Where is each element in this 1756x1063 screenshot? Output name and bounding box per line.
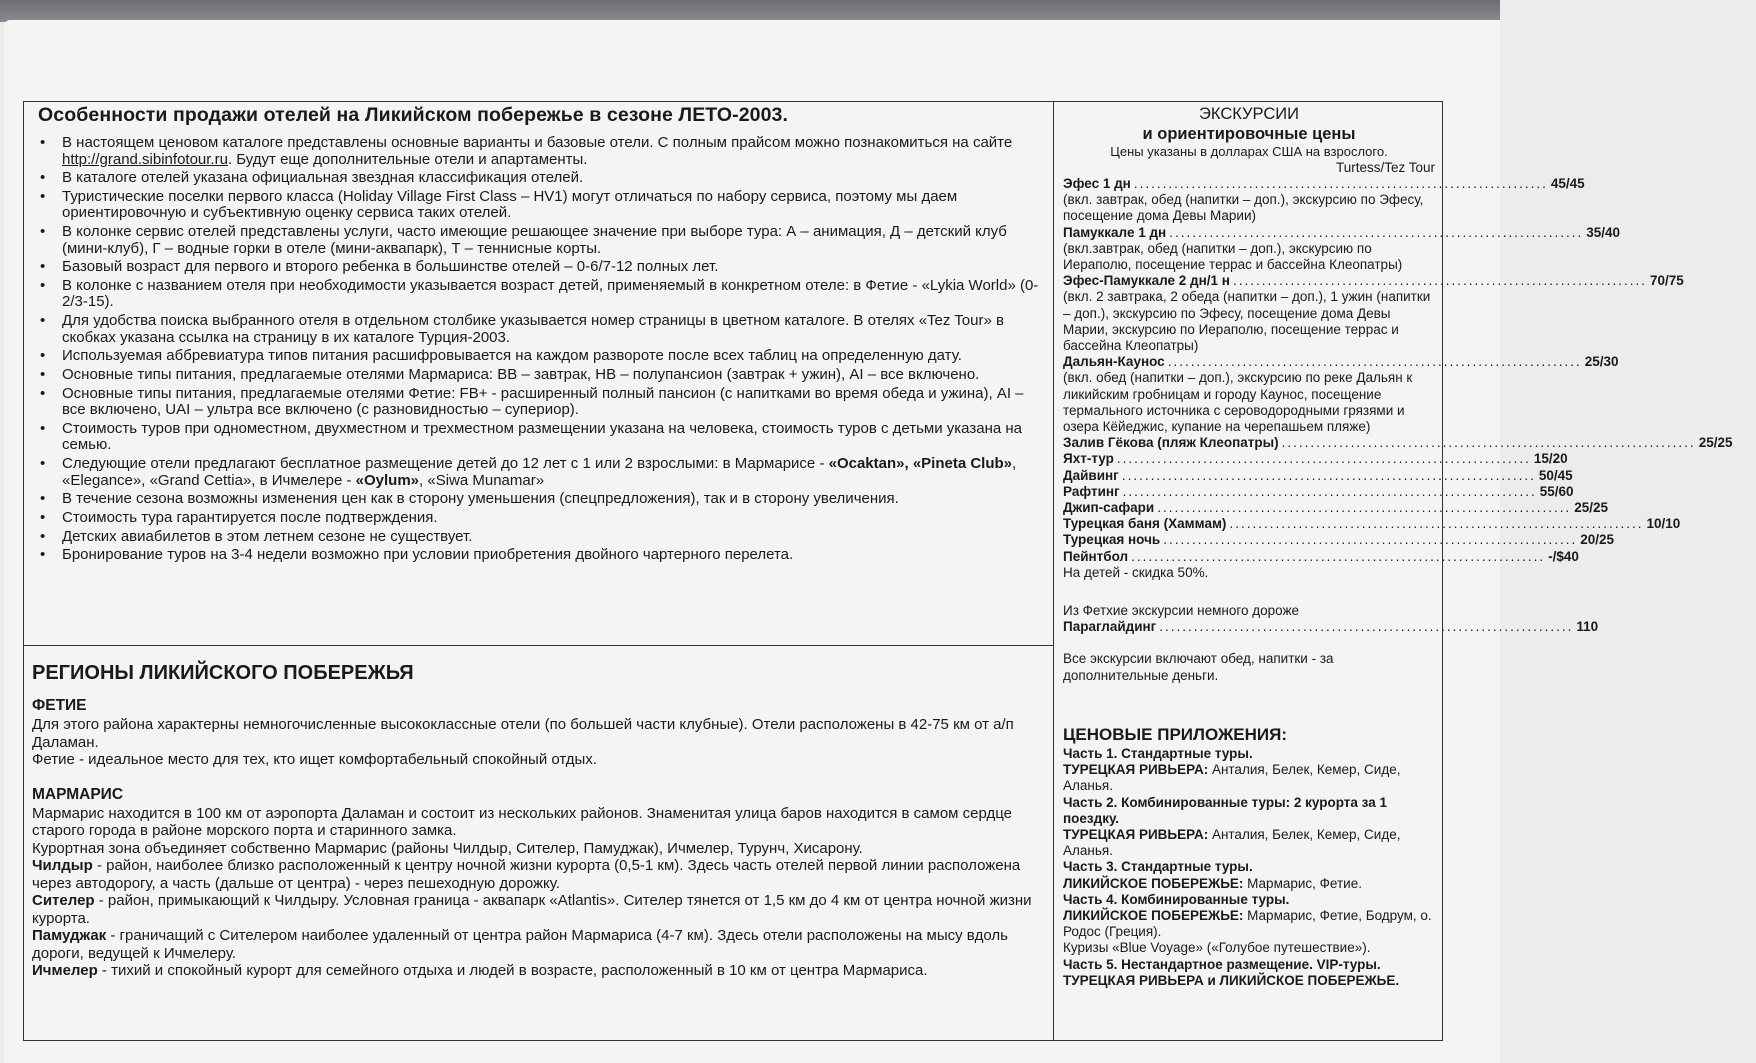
pricing-line	[1063, 746, 1435, 762]
excursion-row	[1063, 176, 1585, 192]
pricing-line	[1063, 827, 1435, 859]
pricing-line	[1063, 892, 1435, 908]
note-text: В колонке сервис отелей представлены услуги, часто имеющие решающее значение при выборе тура: А – анимация, Д – детский клуб (мини-клуб), Г – водные горки в отеле (мини-аквапарк), Т – теннисные корты.	[62, 223, 1007, 257]
excursion-row	[1063, 500, 1609, 516]
excursion-description: (вкл. 2 завтрака, 2 обеда (напитки – доп.), 1 ужин (напитки – доп.), экскурсию по Эфесу, посещение дома Девы Марии, экскурсию по Иераполю, посещение террас и бассейна Клеопатры)	[1063, 289, 1431, 354]
note-item	[38, 367, 1048, 384]
leader-dots: ........................................................................	[1133, 176, 1548, 191]
pricing-line	[1063, 859, 1435, 875]
note-text: В колонке с названием отеля при необходимости указывается возраст детей, применяемый в конкретном отеле: в Фетие - «Lykia World» (0-2/3-15).	[62, 276, 1039, 311]
excursion-name: Параглайдинг	[1063, 619, 1157, 635]
excursion-name: Эфес 1 дн	[1063, 176, 1131, 191]
excursion-price: 50/45	[1538, 467, 1573, 483]
excursion-row	[1063, 532, 1615, 548]
pricing-label: Часть 4. Комбинированные туры.	[1063, 891, 1290, 907]
excursions-title: ЭКСКУРСИИ	[1199, 105, 1299, 123]
hotel-names-bold: «Ocaktan», «Pineta Club»	[828, 455, 1013, 473]
icmeler-paragraph	[32, 962, 1047, 980]
page-title: Особенности продажи отелей на Ликийском побережье в сезоне ЛЕТО-2003.	[38, 104, 788, 126]
site-link: http://grand.sibinfotour.ru	[62, 150, 228, 168]
leader-dots: ........................................................................	[1122, 483, 1537, 499]
note-text: В каталоге отелей указана официальная звездная классификация отелей.	[62, 169, 584, 187]
fethiye-paragraph: Для этого района характерны немногочисленные высококлассные отели (по большей части клубные). Отели расположены в 42-75 км от а/п Даламан.	[32, 716, 1014, 751]
childyr-name: Чилдыр	[32, 857, 93, 874]
pricing-label: ТУРЕЦКАЯ РИВЬЕРА и ЛИКИЙСКОЕ ПОБЕРЕЖЬЕ.	[1063, 972, 1400, 988]
note-item	[38, 278, 1048, 311]
pricing-title: ЦЕНОВЫЕ ПРИЛОЖЕНИЯ:	[1063, 724, 1288, 744]
note-item	[38, 313, 1048, 346]
pricing-label: Часть 2. Комбинированные туры: 2 курорта за 1 поездку.	[1063, 794, 1387, 826]
note-item	[38, 224, 1048, 257]
pricing-text: Куризы «Blue Voyage» («Голубое путешествие»).	[1063, 940, 1371, 956]
leader-dots: ........................................................................	[1169, 224, 1584, 240]
excursion-name: Турецкая баня (Хаммам)	[1063, 516, 1227, 532]
excursion-price: 55/60	[1539, 483, 1574, 499]
leader-dots: ........................................................................	[1163, 532, 1578, 548]
note-item	[38, 421, 1048, 454]
excursion-row: Параглайдинг ........................................................................ 110	[1063, 619, 1435, 635]
excursion-name: Турецкая ночь	[1063, 532, 1161, 548]
excursion-name: Рафтинг	[1063, 483, 1120, 499]
sales-notes-section	[38, 104, 1048, 566]
childyr-paragraph	[32, 857, 1047, 892]
siteler-text: - район, примыкающий к Чилдыру. Условная граница - аквапарк «Atlantis». Сителер тянется от 1,5 км до 4 км от центра ночной жизни курорта.	[32, 892, 1032, 927]
leader-dots: ........................................................................	[1116, 451, 1531, 467]
excursion-row	[1063, 467, 1573, 484]
pricing-label: ТУРЕЦКАЯ РИВЬЕРА:	[1063, 762, 1209, 778]
leader-dots: ........................................................................	[1229, 516, 1644, 532]
excursion-name: Памуккале 1 дн	[1063, 224, 1167, 240]
excursion-name: Яхт-тур	[1063, 451, 1114, 467]
note-text: , «Siwa Munamar»	[419, 471, 545, 489]
note-text: Основные типы питания, предлагаемые отелями Фетие: FB+ - расширенный полный пансион (с напитками во время обеда и ужина), AI – все включено, UAI – ультра все включено (с разновидностью – супериор).	[62, 384, 1024, 419]
notes-list	[38, 135, 1048, 564]
note-text: Детских авиабилетов в этом летнем сезоне не существует.	[62, 527, 473, 545]
regions-section	[32, 662, 1047, 980]
excursion-price: 110	[1576, 619, 1599, 635]
excursion-price: 25/30	[1584, 354, 1619, 370]
currency-note: Цены указаны в долларах США на взрослого.	[1110, 144, 1388, 159]
leader-dots: ........................................................................	[1281, 435, 1696, 451]
note-text: Следующие отели предлагают бесплатное размещение детей до 12 лет с 1 или 2 взрослыми: в Мармарисе -	[62, 455, 829, 473]
excursion-price: 25/25	[1698, 435, 1733, 451]
excursions-subtitle: и ориентировочные цены	[1142, 125, 1356, 143]
excursion-description: (вкл. обед (напитки – доп.), экскурсию по реке Дальян к ликийским гробницам и городу Каунос, посещение термального источника с сероводородными грязями и озера Кёйеджис, купание на черепашьем пляже)	[1063, 370, 1413, 435]
pricing-label: ЛИКИЙСКОЕ ПОБЕРЕЖЬЕ:	[1063, 875, 1244, 891]
pricing-line	[1063, 762, 1435, 794]
note-item	[38, 491, 1048, 508]
leader-dots: ........................................................................	[1121, 467, 1536, 483]
pamucak-paragraph	[32, 927, 1047, 962]
pricing-text: Анталия, Белек, Кемер, Сиде, Аланья.	[1063, 762, 1401, 794]
marmaris-paragraph: Мармарис находится в 100 км от аэропорта Даламан и состоит из нескольких районов. Знаменитая улица баров находится в самом сердце старого города в районе морского порта и старинного замка.	[32, 804, 1013, 839]
icmeler-name: Ичмелер	[32, 962, 98, 979]
note-item	[38, 529, 1048, 546]
excursion-row	[1063, 516, 1681, 532]
note-text: Для удобства поиска выбранного отеля в отдельном столбике указывается номер страницы в цветном каталоге. В отелях «Tez Tour» в скобках указана ссылка на страницу в их каталоге Турция-2003.	[62, 312, 1004, 346]
note-item	[38, 189, 1048, 222]
regions-title: РЕГИОНЫ ЛИКИЙСКОГО ПОБЕРЕЖЬЯ	[32, 662, 414, 684]
excursion-list	[1063, 176, 1733, 565]
note-item	[38, 547, 1048, 564]
excursion-row	[1063, 451, 1568, 467]
pricing-line	[1063, 957, 1435, 973]
excursion-price: 25/25	[1574, 500, 1609, 516]
note-item	[38, 386, 1048, 419]
note-item	[38, 135, 1048, 168]
pricing-label: Часть 3. Стандартные туры.	[1063, 859, 1253, 875]
excursion-name: Пейнтбол	[1063, 548, 1129, 564]
operator-source: Turtess/Tez Tour	[1335, 160, 1435, 175]
pricing-line	[1063, 908, 1435, 940]
note-text: Бронирование туров на 3-4 недели возможно при условии приобретения двойного чартерного перелета.	[62, 546, 794, 564]
fethiye-paragraph-2: Фетие - идеальное место для тех, кто ищет комфортабельный спокойный отдых.	[32, 751, 597, 768]
childyr-text: - район, наиболее близко расположенный к центру ночной жизни курорта (0,5-1 км). Здесь часть отелей первой линии расположена через автодорогу, а часть (дальше от центра) - через пешеходную дорожку.	[32, 857, 1021, 892]
fethiye-heading: ФЕТИЕ	[32, 697, 87, 714]
note-text: В течение сезона возможны изменения цен как в сторону уменьшения (спецпредложения), так и в сторону увеличения.	[62, 490, 899, 508]
excursion-row	[1063, 273, 1684, 289]
excursion-price: 10/10	[1646, 516, 1681, 532]
note-item	[38, 456, 1048, 489]
excursion-name: Залив Гёкова (пляж Клеопатры)	[1063, 435, 1279, 451]
section-divider	[24, 645, 1054, 646]
pamucak-name: Памуджак	[32, 927, 107, 944]
excursions-include-note: Все экскурсии включают обед, напитки - за дополнительные деньги.	[1063, 651, 1334, 683]
pricing-line	[1063, 973, 1435, 989]
hotel-names-bold: «Oylum»	[355, 471, 420, 489]
note-item	[38, 348, 1048, 365]
leader-dots: ........................................................................	[1232, 273, 1647, 289]
pricing-list	[1063, 746, 1435, 989]
excursion-row	[1063, 224, 1621, 241]
pricing-text: Мармарис, Фетие, Бодрум, о. Родос (Греция).	[1063, 907, 1432, 940]
excursion-name: Дальян-Каунос	[1063, 354, 1165, 370]
note-text: Стоимость туров при одноместном, двухместном и трехместном размещении указана на человека, стоимость туров с детьми указана на семью.	[62, 419, 1022, 454]
pricing-label: Часть 5. Нестандартное размещение. VIP-туры.	[1063, 956, 1381, 972]
pricing-text: Мармарис, Фетие.	[1243, 875, 1362, 891]
leader-dots: ........................................................................	[1167, 354, 1582, 370]
note-item	[38, 510, 1048, 527]
leader-dots: ........................................................................	[1131, 548, 1546, 564]
excursion-price: 70/75	[1650, 273, 1684, 289]
pricing-label: ТУРЕЦКАЯ РИВЬЕРА:	[1063, 826, 1209, 842]
note-item	[38, 259, 1048, 276]
excursion-description: (вкл. завтрак, обед (напитки – доп.), экскурсию по Эфесу, посещение дома Девы Марии)	[1063, 192, 1424, 224]
leader-dots: ........................................................................	[1157, 500, 1572, 516]
excursion-description: (вкл.завтрак, обед (напитки – доп.), экскурсию по Иераполю, посещение террас и бассейна Клеопатры)	[1063, 240, 1403, 273]
note-text: Туристические поселки первого класса (Holiday Village First Class – HV1) могут отличаться по набору сервиса, поэтому мы даем ориентировочную и субъективную оценку сервиса таких отелей.	[62, 187, 958, 222]
pricing-label: Часть 1. Стандартные туры.	[1063, 745, 1253, 761]
note-text: Используемая аббревиатура типов питания расшифровывается на каждом развороте после всех таблиц на определенную дату.	[62, 347, 962, 365]
excursion-row	[1063, 435, 1733, 451]
pricing-line	[1063, 795, 1435, 827]
note-text: . Будут еще дополнительные отели и апартаменты.	[227, 150, 588, 168]
marmaris-paragraph-2: Курортная зона объединяет собственно Мармарис (районы Чилдыр, Сителер, Памуджак), Ичмелер, Турунч, Хисарону.	[32, 839, 863, 857]
note-text: В настоящем ценовом каталоге представлены основные варианты и базовые отели. С полным прайсом можно познакомиться на сайте	[62, 134, 1013, 151]
note-text: , «Elegance», «Grand Cettia», в Ичмелере -	[62, 455, 1017, 489]
excursion-name: Эфес-Памуккале 2 дн/1 н	[1063, 273, 1230, 289]
excursion-row	[1063, 548, 1579, 565]
excursion-row	[1063, 354, 1619, 370]
marmaris-heading: МАРМАРИС	[32, 785, 124, 803]
pricing-line	[1063, 876, 1435, 892]
excursion-price: 35/40	[1586, 224, 1621, 240]
note-text: Стоимость тура гарантируется после подтверждения.	[62, 508, 438, 526]
column-divider	[1053, 102, 1054, 1040]
siteler-paragraph	[32, 892, 1047, 927]
pricing-text: Анталия, Белек, Кемер, Сиде, Аланья.	[1063, 826, 1401, 859]
scanner-top-edge	[0, 0, 1500, 22]
note-text: Базовый возраст для первого и второго ребенка в большинстве отелей – 0-6/7-12 полных лет.	[62, 258, 719, 276]
note-text: Основные типы питания, предлагаемые отелями Мармариса: ВВ – завтрак, НВ – полупансион (завтрак + ужин), AI – все включено.	[62, 366, 980, 383]
content-frame	[23, 101, 1733, 1041]
icmeler-text: - тихий и спокойный курорт для семейного отдыха и людей в возрасте, расположенный в 10 км от центра Мармариса.	[97, 962, 928, 979]
excursion-price: -/$40	[1548, 548, 1579, 564]
fethiye-price-note: Из Фетхие экскурсии немного дороже	[1063, 603, 1300, 619]
pricing-line	[1063, 940, 1435, 956]
pamucak-text: - граничащий с Сителером наиболее удаленный от центра район Мармариса (4-7 км). Здесь отели расположены на мысу вдоль дороги, ведущей к Ичмелеру.	[32, 927, 1008, 962]
excursion-name: Джип-сафари	[1063, 500, 1155, 516]
excursion-price: 45/45	[1550, 176, 1585, 191]
pricing-label: ЛИКИЙСКОЕ ПОБЕРЕЖЬЕ:	[1063, 907, 1244, 923]
excursions-section	[1063, 102, 1733, 989]
excursion-name: Дайвинг	[1063, 467, 1119, 483]
excursion-price: 15/20	[1533, 451, 1568, 467]
note-item	[38, 170, 1048, 187]
document-page	[4, 20, 1733, 1063]
excursion-row	[1063, 483, 1574, 500]
siteler-name: Сителер	[32, 892, 95, 909]
excursion-price: 20/25	[1580, 532, 1615, 548]
kids-discount: На детей - скидка 50%.	[1063, 564, 1209, 580]
